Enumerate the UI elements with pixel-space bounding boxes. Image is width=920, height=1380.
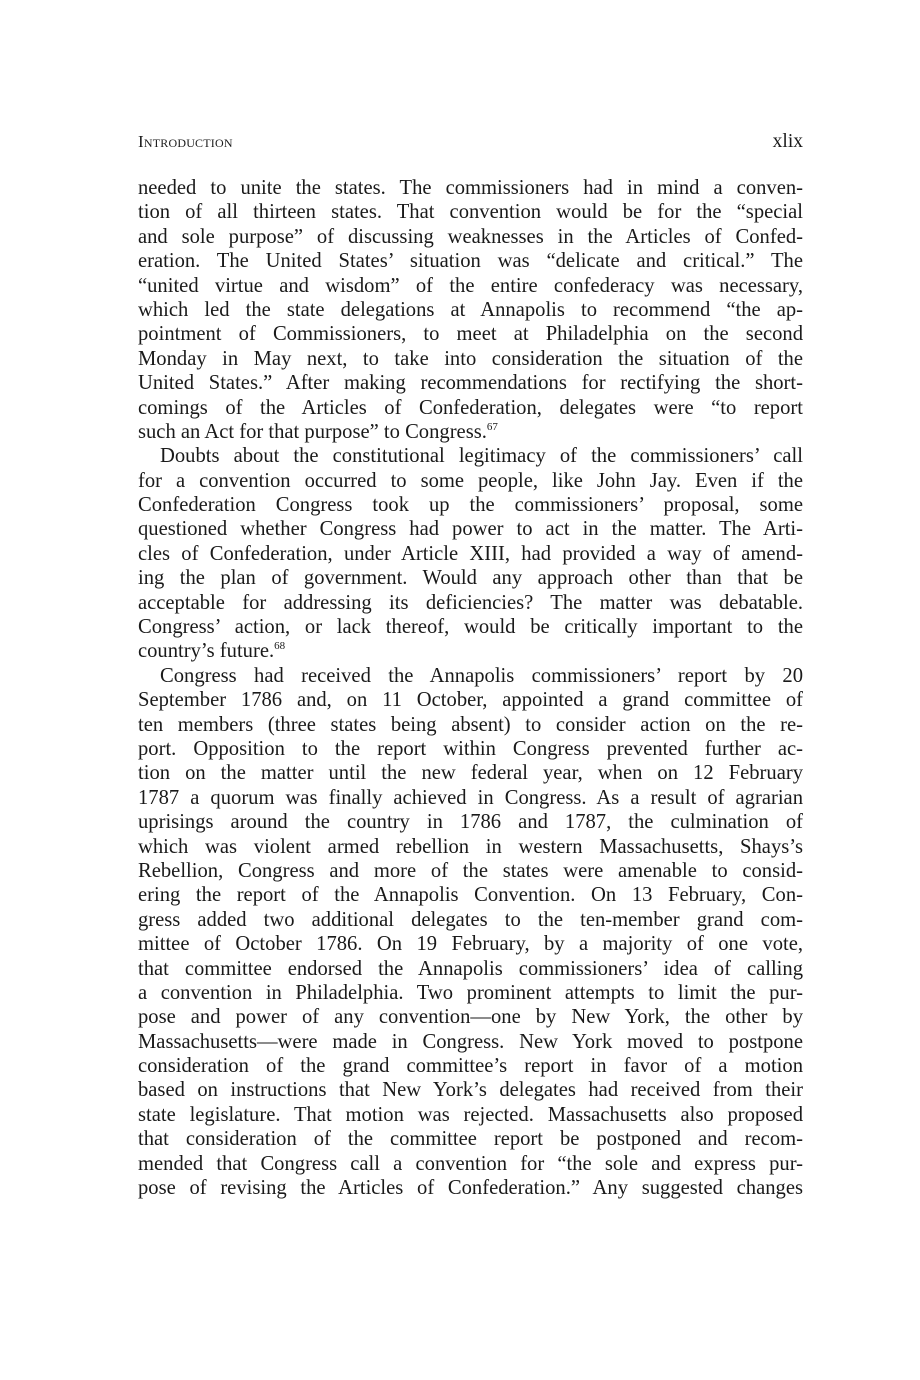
text-line: United States.” After making recommendations for rectifying the short-: [138, 372, 803, 395]
text-line: for a convention occurred to some people, like John Jay. Even if the: [138, 469, 803, 492]
text-line: state legislature. That motion was rejected. Massachusetts also proposed: [138, 1103, 803, 1126]
text-line: a convention in Philadelphia. Two prominent attempts to limit the pur-: [138, 981, 803, 1004]
paragraph: [138, 444, 803, 664]
text-line: cles of Confederation, under Article XIII, had provided a way of amend-: [138, 542, 803, 565]
text-line: Congress had received the Annapolis commissioners’ report by 20: [160, 664, 803, 687]
text-line: tion of all thirteen states. That convention would be for the “special: [138, 201, 803, 224]
text-line: and sole purpose” of discussing weaknesses in the Articles of Confed-: [138, 225, 803, 248]
running-head-title: Introduction: [138, 132, 233, 151]
text-line: mended that Congress call a convention for “the sole and express pur-: [138, 1152, 803, 1175]
text-line: September 1786 and, on 11 October, appointed a grand committee of: [138, 689, 803, 712]
text-line: that committee endorsed the Annapolis commissioners’ idea of calling: [138, 957, 803, 980]
text-line: mittee of October 1786. On 19 February, by a majority of one vote,: [138, 933, 803, 956]
text-line: questioned whether Congress had power to act in the matter. The Arti-: [138, 518, 803, 541]
text-line: “united virtue and wisdom” of the entire confederacy was necessary,: [138, 274, 803, 297]
paragraph: [138, 176, 803, 444]
text-line: 1787 a quorum was finally achieved in Congress. As a result of agrarian: [138, 786, 803, 809]
text-line: that consideration of the committee report be postponed and recom-: [138, 1128, 803, 1151]
text-line: ing the plan of government. Would any approach other than that be: [138, 567, 803, 590]
body-text: [138, 176, 803, 1200]
paragraph: [138, 664, 803, 1201]
text-line: pose and power of any convention—one by New York, the other by: [138, 1006, 803, 1029]
text-line: Confederation Congress took up the commissioners’ proposal, some: [138, 494, 803, 517]
text-line: port. Opposition to the report within Congress prevented further ac-: [138, 737, 803, 760]
text-line: Monday in May next, to take into consideration the situation of the: [138, 347, 803, 370]
page-number: xlix: [772, 131, 803, 152]
footnote-marker[interactable]: 67: [486, 420, 498, 433]
text-line: based on instructions that New York’s delegates had received from their: [138, 1079, 803, 1102]
text-line: acceptable for addressing its deficiencies? The matter was debatable.: [138, 591, 803, 614]
text-line: ering the report of the Annapolis Convention. On 13 February, Con-: [138, 884, 803, 907]
text-line: uprisings around the country in 1786 and 1787, the culmination of: [138, 811, 803, 834]
text-line: needed to unite the states. The commissioners had in mind a conven-: [138, 177, 803, 199]
text-line: eration. The United States’ situation was “delicate and critical.” The: [138, 250, 803, 273]
text-line: Doubts about the constitutional legitimacy of the commissioners’ call: [160, 445, 803, 468]
text-line: such an Act for that purpose” to Congress.$^{67}$: [138, 420, 498, 443]
text-line: consideration of the grand committee’s report in favor of a motion: [138, 1055, 803, 1078]
text-line: country’s future.$^{68}$: [138, 640, 286, 663]
running-head: [138, 130, 803, 156]
text-line: pointment of Commissioners, to meet at Philadelphia on the second: [138, 323, 803, 346]
footnote-marker[interactable]: 68: [274, 640, 286, 653]
text-line: Massachusetts—were made in Congress. New York moved to postpone: [138, 1030, 803, 1053]
text-line: Rebellion, Congress and more of the states were amenable to consid-: [138, 859, 803, 882]
text-line: which was violent armed rebellion in western Massachusetts, Shays’s: [138, 835, 803, 858]
text-line: ten members (three states being absent) to consider action on the re-: [138, 713, 803, 736]
text-line: which led the state delegations at Annapolis to recommend “the ap-: [138, 298, 803, 321]
text-line: tion on the matter until the new federal year, when on 12 February: [138, 762, 803, 785]
text-line: Congress’ action, or lack thereof, would be critically important to the: [138, 616, 803, 639]
text-line: pose of revising the Articles of Confederation.” Any suggested changes: [138, 1177, 803, 1200]
text-line: gress added two additional delegates to the ten-member grand com-: [138, 908, 803, 931]
text-line: comings of the Articles of Confederation, delegates were “to report: [138, 396, 803, 419]
